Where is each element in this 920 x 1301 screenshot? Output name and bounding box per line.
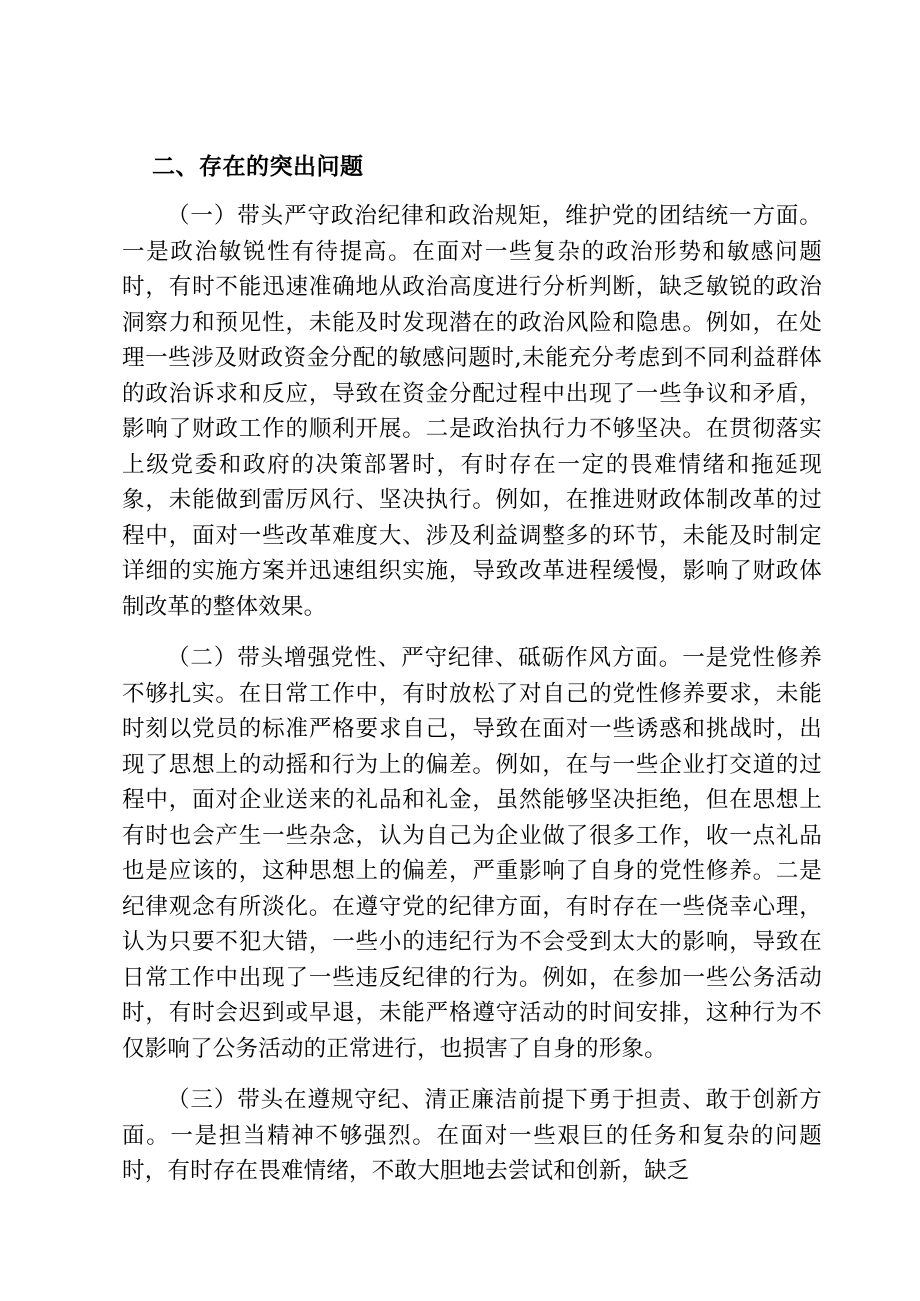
paragraph-3: （三）带头在遵规守纪、清正廉洁前提下勇于担责、敢于创新方面。一是担当精神不够强烈。在面对一些艰巨的任务和复杂的问题时，有时存在畏难情绪，不敢大胆地去尝试和创新，缺乏 [122,1087,822,1184]
paragraph-1: （一）带头严守政治纪律和政治规矩，维护党的团结统一方面。一是政治敏锐性有待提高。在面对一些复杂的政治形势和敏感问题时，有时不能迅速准确地从政治高度进行分析判断，缺乏敏锐的政治洞察力和预见性，未能及时发现潜在的政治风险和隐患。例如，在处理一些涉及财政资金分配的敏感问题时,未能充分考虑到不同利益群体的政治诉求和反应，导致在资金分配过程中出现了一些争议和矛盾，影响了财政工作的顺利开展。二是政治执行力不够坚决。在贯彻落实上级党委和政府的决策部署时，有时存在一定的畏难情绪和拖延现象，未能做到雷厉风行、坚决执行。例如，在推进财政体制改革的过程中，面对一些改革难度大、涉及利益调整多的环节，未能及时制定详细的实施方案并迅速组织实施，导致改革进程缓慢，影响了财政体制改革的整体效果。 [122,203,822,620]
paragraph-2: （二）带头增强党性、严守纪律、砥砺作风方面。一是党性修养不够扎实。在日常工作中，有时放松了对自己的党性修养要求，未能时刻以党员的标准严格要求自己，导致在面对一些诱惑和挑战时，出现了思想上的动摇和行为上的偏差。例如，在与一些企业打交道的过程中，面对企业送来的礼品和礼金，虽然能够坚决拒绝，但在思想上有时也会产生一些杂念，认为自己为企业做了很多工作，收一点礼品也是应该的，这种思想上的偏差，严重影响了自身的党性修养。二是纪律观念有所淡化。在遵守党的纪律方面，有时存在一些侥幸心理，认为只要不犯大错，一些小的违纪行为不会受到太大的影响，导致在日常工作中出现了一些违反纪律的行为。例如，在参加一些公务活动时，有时会迟到或早退，未能严格遵守活动的时间安排，这种行为不仅影响了公务活动的正常进行，也损害了自身的形象。 [122,645,822,1062]
document-body [122,199,822,1190]
section-heading: 二、存在的突出问题 [152,153,364,180]
